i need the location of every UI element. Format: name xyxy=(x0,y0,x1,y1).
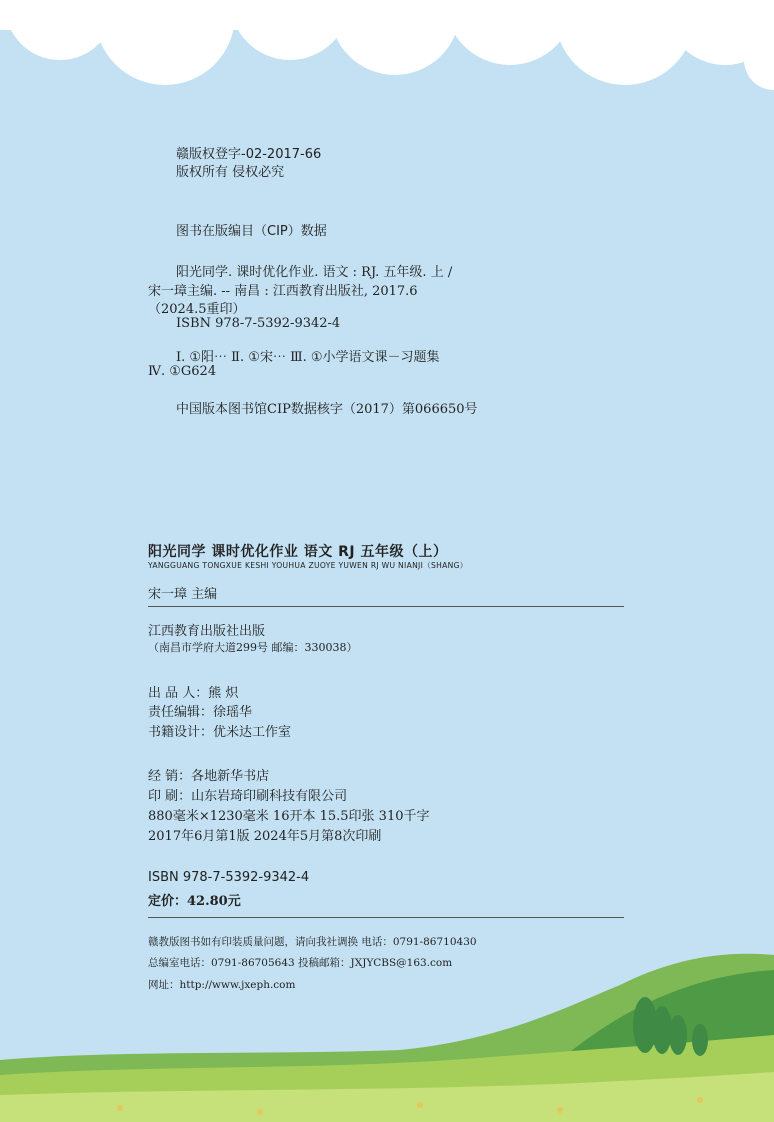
cip-line-2: 宋一璋主编. -- 南昌 : 江西教育出版社, 2017.6 xyxy=(148,284,418,299)
book-specs: 880毫米×1230毫米 16开本 15.5印张 310千字 xyxy=(148,809,430,824)
cip-line-3: （2024.5重印） xyxy=(148,302,246,317)
book-design: 书籍设计：优米达工作室 xyxy=(148,725,292,740)
cip-isbn: ISBN 978-7-5392-9342-4 xyxy=(176,316,341,331)
book-isbn: ISBN 978-7-5392-9342-4 xyxy=(148,870,310,885)
editorial-office-contact: 总编室电话：0791-86705643 投稿邮箱：JXJYCBS@163.com xyxy=(148,957,453,969)
cip-classification-2: Ⅳ. ①G624 xyxy=(148,364,217,379)
cip-line-1: 阳光同学. 课时优化作业. 语文 : RJ. 五年级. 上 / xyxy=(176,265,453,280)
publisher: 江西教育出版社出版 xyxy=(148,624,266,639)
book-title-pinyin: YANGGUANG TONGXUE KESHI YOUHUA ZUOYE YUWEN RJ WU NIANJI（SHANG） xyxy=(148,561,468,570)
edition-info: 2017年6月第1版 2024年5月第8次印刷 xyxy=(148,829,382,844)
publisher-address: （南昌市学府大道299号 邮编：330038） xyxy=(148,641,358,654)
divider-1 xyxy=(148,606,624,607)
cip-classification-1: Ⅰ. ①阳⋯ Ⅱ. ①宋⋯ Ⅲ. ①小学语文课－习题集 xyxy=(176,350,440,365)
cip-heading: 图书在版编目（CIP）数据 xyxy=(176,224,327,239)
quality-notice: 赣教版图书如有印装质量问题，请向我社调换 电话：0791-86710430 xyxy=(148,936,477,948)
divider-2 xyxy=(148,917,624,918)
grass-hills-decoration xyxy=(0,954,774,1122)
copyright-notice: 版权所有 侵权必究 xyxy=(176,165,285,180)
cip-core-number: 中国版本图书馆CIP数据核字（2017）第066650号 xyxy=(176,402,478,417)
responsible-editor: 责任编辑：徐瑶华 xyxy=(148,705,253,720)
book-editor: 宋一璋 主编 xyxy=(148,587,218,602)
producer: 出 品 人：熊 炽 xyxy=(148,686,239,701)
distributor: 经 销：各地新华书店 xyxy=(148,769,270,784)
copyright-registration: 赣版权登字-02-2017-66 xyxy=(176,147,322,162)
printer: 印 刷：山东岩琦印刷科技有限公司 xyxy=(148,789,348,804)
website: 网址：http://www.jxeph.com xyxy=(148,979,296,991)
book-title: 阳光同学 课时优化作业 语文 RJ 五年级（上） xyxy=(148,544,448,560)
clouds-decoration xyxy=(0,0,774,90)
price: 定价：42.80元 xyxy=(148,894,241,909)
